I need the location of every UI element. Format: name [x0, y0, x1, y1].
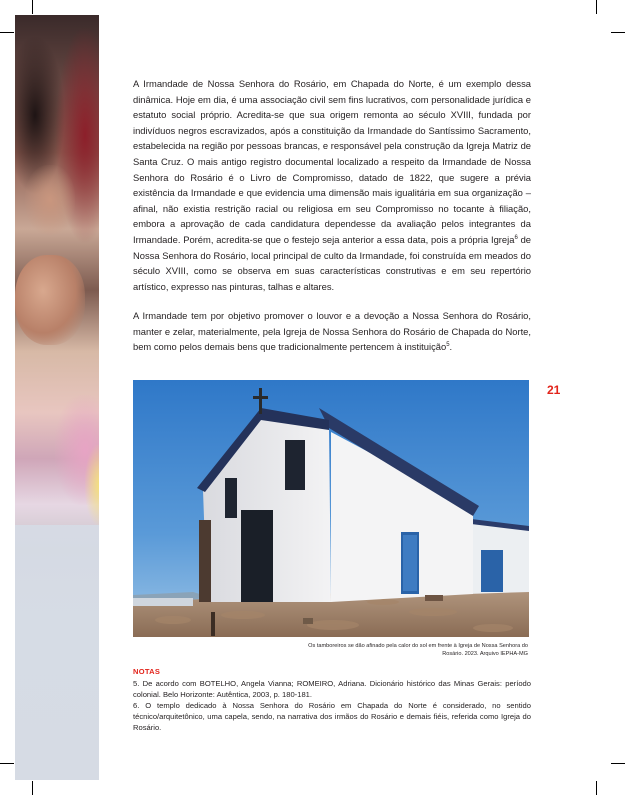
footnotes: [133, 678, 531, 733]
paragraph-2: A Irmandade tem por objetivo promover o louvor e a devoção a Nossa Senhora do Rosário, manter e zelar, materialmente, pela Igreja de Nossa Senhora do Rosário de Chapada do Norte, bem como pelos demais bens que tradicionalmente pertencem à instituição$^5$.: [133, 310, 531, 353]
photo-caption: Os tamboreiros se dão afinado pela calor do sol em frente à Igreja de Nossa Senhora do Rosário. 2023. Arquivo IEPHA-MG: [308, 643, 528, 657]
crop-mark: [32, 781, 33, 795]
crop-mark: [0, 763, 14, 764]
page-number: 21: [547, 383, 561, 397]
crop-mark: [611, 763, 625, 764]
church-photo: [133, 380, 529, 637]
notes-title: NOTAS: [133, 667, 161, 676]
crop-mark: [596, 0, 597, 14]
footnote-6: 6. O templo dedicado à Nossa Senhora do Rosário em Chapada do Norte é considerado, no sentido técnico/arquitetônico, uma capela, sendo, na narrativa dos irmãos do Rosário e demais fiéis, referida como Igreja do Rosário.: [133, 701, 531, 732]
footnote-5: 5. De acordo com BOTELHO, Angela Vianna; ROMEIRO, Adriana. Dicionário histórico das Minas Gerais: período colonial. Belo Horizonte: Autêntica, 2003, p. 180-181.: [133, 679, 531, 699]
paragraph-1: A Irmandade de Nossa Senhora do Rosário, em Chapada do Norte, é um exemplo dessa dinâmica. Hoje em dia, é uma associação civil sem fins lucrativos, com personalidade jurídica e estatuto social próprio. Acredita-se que sua origem remonta ao século XVIII, fundada por indivíduos negros escravizados, após a constituição da Irmandade do Santíssimo Sacramento, estabelecida na região por pessoas brancas, e responsável pela construção da Igreja Matriz de Santa Cruz. O mais antigo registro documental localizado a respeito da Irmandade de Nossa Senhora do Rosário é o Livro de Compromisso, datado de 1822, que sugere a prévia existência da Irmandade e que evidencia uma dimensão mais igualitária em sua organização – afinal, não existia restrição racial ou religiosa em seu Compromisso no tocante à filiação, embora a aprovação de cada candidatura dependesse da avaliação pelos integrantes da Irmandade. Porém, acredita-se que o festejo seja anterior a essa data, pois a própria Igreja$^6$ de Nossa Senhora do Rosário, local principal de culto da Irmandade, foi construída em meados do século XVIII, como se observa em suas características construtivas e em seu repertório artístico, expresso nas pinturas, talhas e altares.: [133, 78, 531, 292]
crop-mark: [0, 32, 14, 33]
crop-mark: [596, 781, 597, 795]
crop-mark: [32, 0, 33, 14]
side-photo-strip: [15, 15, 99, 780]
crop-mark: [611, 32, 625, 33]
